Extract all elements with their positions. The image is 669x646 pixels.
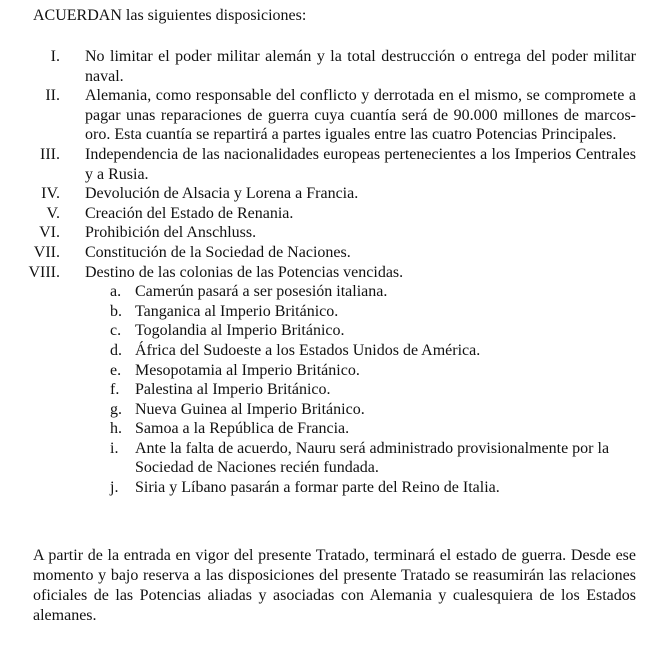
provision-item: [0, 184, 669, 204]
provision-text: No limitar el poder militar alemán y la total destrucción o entrega del poder militar naval.: [85, 48, 636, 85]
colony-text: África del Sudoeste a los Estados Unidos de América.: [135, 341, 481, 359]
intro-heading: ACUERDAN las siguientes disposiciones:: [33, 7, 307, 24]
colony-text: Tanganica al Imperio Británico.: [135, 302, 339, 320]
provision-numeral: II.: [45, 87, 60, 105]
colony-text: Samoa a la República de Francia.: [135, 420, 350, 438]
provision-numeral: III.: [40, 145, 60, 163]
colony-item: [0, 321, 669, 341]
colony-text: Camerún pasará a ser posesión italiana.: [135, 283, 388, 301]
provision-numeral: VII.: [33, 243, 60, 261]
provision-item: [0, 86, 669, 145]
closing-paragraph: A partir de la entrada en vigor del presente Tratado, terminará el estado de guerra. Desde ese momento y bajo reserva a las disposiciones del presente Tratado se reasumirán las relaciones oficiales de las Potencias aliadas y asociadas con Alemania y cualesquiera de los Estados alemanes.: [33, 547, 636, 624]
colonies-sublist: [0, 282, 669, 498]
colony-text: Palestina al Imperio Británico.: [135, 381, 331, 399]
colony-text: Mesopotamia al Imperio Británico.: [135, 361, 360, 379]
provision-numeral: IV.: [41, 185, 60, 203]
colony-letter: a.: [110, 283, 122, 301]
colony-letter: b.: [110, 302, 122, 320]
colony-item: [0, 400, 669, 420]
provision-item: [0, 47, 669, 86]
colony-letter: d.: [110, 341, 122, 359]
colony-text: Togolandia al Imperio Británico.: [135, 322, 345, 340]
colony-item: [0, 341, 669, 361]
provision-item: [0, 145, 669, 184]
provision-numeral: I.: [50, 48, 60, 65]
colony-letter: f.: [110, 381, 120, 399]
provision-item: [0, 243, 669, 263]
provision-item: [0, 204, 669, 224]
colony-text: Nueva Guinea al Imperio Británico.: [135, 400, 365, 418]
colony-letter: c.: [110, 322, 122, 340]
colony-item: [0, 361, 669, 381]
colony-letter: i.: [110, 439, 119, 457]
colony-letter: e.: [110, 361, 122, 379]
provision-item: [0, 223, 669, 243]
provision-numeral: V.: [46, 204, 60, 222]
provision-text: Independencia de las nacionalidades europeas pertenecientes a los Imperios Centrales y a Rusia.: [85, 145, 636, 183]
colony-item: [0, 282, 669, 302]
provision-numeral: VI.: [39, 224, 60, 242]
colony-item: [0, 439, 669, 478]
provision-text: Prohibición del Anschluss.: [85, 224, 257, 242]
colony-item: [0, 478, 669, 498]
provisions-list: [0, 47, 669, 498]
provision-text: Constitución de la Sociedad de Naciones.: [85, 243, 351, 261]
colony-letter: j.: [110, 479, 119, 497]
provision-text: Alemania, como responsable del conflicto y derrotada en el mismo, se compromete a pagar unas reparaciones de guerra cuya cuantía será de 90.000 millones de marcos-oro. Esta cuantía se repartirá a partes iguales entre las cuatro Potencias Principales.: [85, 87, 636, 144]
colony-letter: h.: [110, 420, 122, 438]
provision-numeral: VIII.: [28, 263, 60, 281]
provision-text: Creación del Estado de Renania.: [85, 204, 294, 222]
colony-letter: g.: [110, 400, 122, 418]
provision-text: Devolución de Alsacia y Lorena a Francia.: [85, 185, 359, 203]
colony-text: Siria y Líbano pasarán a formar parte del Reino de Italia.: [135, 479, 500, 497]
provision-item: [0, 263, 669, 498]
colony-item: [0, 419, 669, 439]
colony-text: Ante la falta de acuerdo, Nauru será administrado provisionalmente por la Sociedad de Naciones recién fundada.: [135, 439, 610, 477]
colony-item: [0, 302, 669, 322]
provision-text: Destino de las colonias de las Potencias vencidas.: [85, 263, 404, 281]
colony-item: [0, 380, 669, 400]
